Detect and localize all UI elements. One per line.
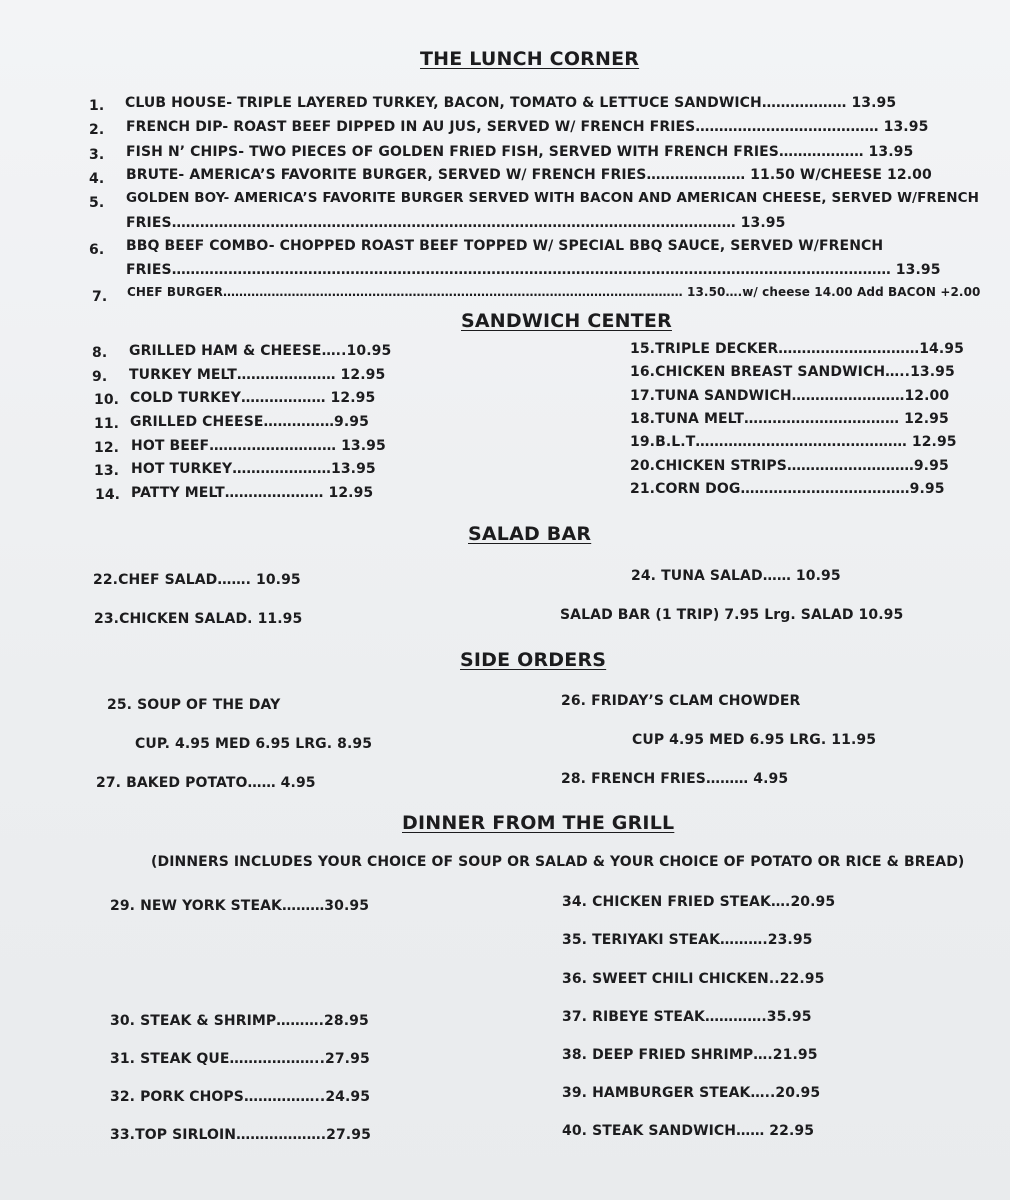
lunch-item-text: FISH N’ CHIPS- TWO PIECES OF GOLDEN FRIED FISH, SERVED WITH FRENCH FRIES……………… 13.95: [126, 144, 914, 160]
sandwich-number: 8.: [92, 345, 108, 361]
sandwich-item: COLD TURKEY……………… 12.95: [130, 390, 376, 406]
dinner-item: 29. NEW YORK STEAK………30.95: [110, 898, 370, 914]
sandwich-number: 13.: [94, 463, 120, 479]
salad-item: 23.CHICKEN SALAD. 11.95: [94, 611, 303, 627]
salad-item: 22.CHEF SALAD……. 10.95: [93, 572, 301, 588]
lunch-corner-heading: THE LUNCH CORNER: [420, 48, 640, 70]
dinner-item: 33.TOP SIRLOIN……………….27.95: [110, 1127, 371, 1143]
sandwich-number: 14.: [95, 487, 121, 503]
dinner-item: 36. SWEET CHILI CHICKEN..22.95: [562, 971, 825, 987]
sandwich-item: HOT BEEF……………………… 13.95: [131, 438, 386, 454]
salad-bar-heading: SALAD BAR: [468, 523, 592, 545]
lunch-item-continuation: FRIES………………………………………………………………………………………………………… 13.95: [126, 215, 786, 231]
sandwich-item: GRILLED CHEESE……………9.95: [130, 414, 369, 430]
salad-item: 24. TUNA SALAD…… 10.95: [631, 568, 841, 584]
dinner-item: 32. PORK CHOPS……………..24.95: [110, 1089, 371, 1105]
dinner-heading: DINNER FROM THE GRILL: [402, 812, 675, 834]
lunch-item-number: 6.: [89, 242, 105, 258]
sandwich-item: GRILLED HAM & CHEESE…..10.95: [129, 343, 392, 359]
lunch-item-number: 5.: [89, 195, 105, 211]
dinner-item: 35. TERIYAKI STEAK……….23.95: [562, 932, 813, 948]
lunch-item-text: GOLDEN BOY- AMERICA’S FAVORITE BURGER SERVED WITH BACON AND AMERICAN CHEESE, SERVED W/FRENCH: [126, 190, 980, 206]
lunch-item-number: 4.: [89, 171, 105, 187]
side-item: 27. BAKED POTATO…… 4.95: [96, 775, 316, 791]
side-item: 28. FRENCH FRIES……… 4.95: [561, 771, 789, 787]
dinner-item: 38. DEEP FRIED SHRIMP….21.95: [562, 1047, 818, 1063]
sandwich-item: PATTY MELT………………… 12.95: [131, 485, 374, 501]
sandwich-number: 10.: [94, 392, 120, 408]
lunch-item-number: 3.: [89, 147, 105, 163]
dinner-item: 37. RIBEYE STEAK………….35.95: [562, 1009, 812, 1025]
dinner-item: 34. CHICKEN FRIED STEAK….20.95: [562, 894, 836, 910]
sandwich-center-heading: SANDWICH CENTER: [461, 310, 672, 332]
sandwich-item: 16.CHICKEN BREAST SANDWICH…..13.95: [630, 364, 955, 380]
sandwich-item: TURKEY MELT………………… 12.95: [129, 367, 386, 383]
sandwich-item: 21.CORN DOG………………………………9.95: [630, 481, 945, 497]
lunch-item-number: 2.: [89, 122, 105, 138]
dinner-item: 39. HAMBURGER STEAK…..20.95: [562, 1085, 821, 1101]
dinner-item: 30. STEAK & SHRIMP……….28.95: [110, 1013, 369, 1029]
side-orders-heading: SIDE ORDERS: [460, 649, 607, 671]
lunch-item-number: 1.: [89, 98, 105, 114]
salad-bar-prices: SALAD BAR (1 TRIP) 7.95 Lrg. SALAD 10.95: [560, 607, 904, 623]
side-item: 26. FRIDAY’S CLAM CHOWDER: [561, 693, 801, 709]
sandwich-item: 15.TRIPLE DECKER…………………………14.95: [630, 341, 964, 357]
sandwich-number: 9.: [92, 369, 108, 385]
side-item-prices: CUP. 4.95 MED 6.95 LRG. 8.95: [135, 736, 373, 752]
dinner-item: 31. STEAK QUE………………..27.95: [110, 1051, 370, 1067]
sandwich-item: 18.TUNA MELT…………………………… 12.95: [630, 411, 949, 427]
side-item: 25. SOUP OF THE DAY: [107, 697, 281, 713]
lunch-item-text: FRENCH DIP- ROAST BEEF DIPPED IN AU JUS, SERVED W/ FRENCH FRIES………………………………… 13.95: [126, 119, 929, 135]
sandwich-number: 12.: [94, 440, 120, 456]
lunch-item-text: BBQ BEEF COMBO- CHOPPED ROAST BEEF TOPPED W/ SPECIAL BBQ SAUCE, SERVED W/FRENCH: [126, 238, 884, 254]
sandwich-item: 17.TUNA SANDWICH……………………12.00: [630, 388, 950, 404]
side-item-prices: CUP 4.95 MED 6.95 LRG. 11.95: [632, 732, 877, 748]
dinner-note: (DINNERS INCLUDES YOUR CHOICE OF SOUP OR SALAD & YOUR CHOICE OF POTATO OR RICE & BREAD): [151, 854, 965, 870]
lunch-item-text: BRUTE- AMERICA’S FAVORITE BURGER, SERVED W/ FRENCH FRIES………………… 11.50 W/CHEESE 12.00: [126, 167, 932, 183]
sandwich-item: HOT TURKEY…………………13.95: [131, 461, 376, 477]
sandwich-item: 20.CHICKEN STRIPS………………………9.95: [630, 458, 949, 474]
lunch-item-number: 7.: [92, 289, 108, 305]
lunch-item-continuation: FRIES……………………………………………………………………………………………………………………………………… 13.95: [126, 262, 941, 278]
lunch-item-text: CHEF BURGER…………………………………………………………………………………………………… 13.50….w/ cheese 14.00 Add BACON +2.00: [127, 285, 981, 299]
lunch-item-text: CLUB HOUSE- TRIPLE LAYERED TURKEY, BACON, TOMATO & LETTUCE SANDWICH……………… 13.95: [125, 95, 897, 111]
dinner-item: 40. STEAK SANDWICH…… 22.95: [562, 1123, 815, 1139]
sandwich-item: 19.B.L.T……………………………………… 12.95: [630, 434, 957, 450]
sandwich-number: 11.: [94, 416, 120, 432]
